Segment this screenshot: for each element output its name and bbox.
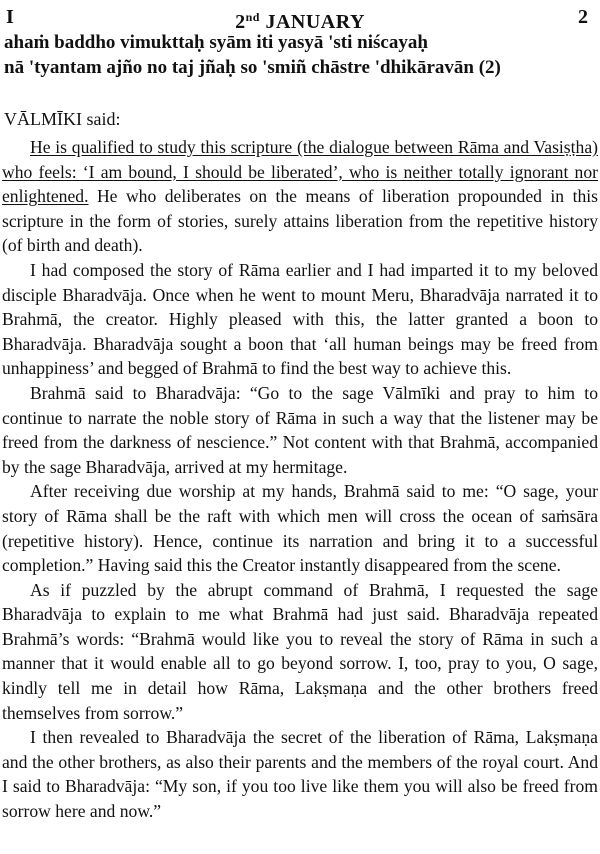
page-number: 2 [578, 6, 588, 28]
paragraph-6: I then revealed to Bharadvāja the secret of the liberation of Rāma, Lakṣmaṇa and the other brothers, as also their parents and the members of the royal court. And I said to Bharadvāja: “My son, if you too live like them you will also be freed from sorrow here and now.” [2, 727, 598, 822]
sanskrit-verse [2, 30, 598, 80]
verse-line-1: ahaṁ baddho vimukttaḥ syām iti yasyā 'sti niścayaḥ [4, 32, 428, 53]
speaker-heading: VĀLMĪKI said: [4, 109, 121, 129]
page-date-title [2, 4, 598, 35]
underlined-passage: He is qualified to study this scripture (the dialogue between Rāma and Vasiṣṭha) who feels: ‘I am bound, I should be liberated’, who is neither totally ignorant nor enlightened. [2, 137, 598, 207]
paragraph-4: After receiving due worship at my hands, Brahmā said to me: “O sage, your story of Rāma shall be the raft with which men will cross the ocean of saṁsāra (repetitive history). Hence, continue its narration and bring it to a successful completion.” Having said this the Creator instantly disappeared from the scene. [2, 481, 598, 576]
verse-line-2: nā 'tyantam ajño no taj jñaḥ so 'smiñ chāstre 'dhikāravān (2) [4, 57, 501, 78]
paragraph-2: I had composed the story of Rāma earlier and I had imparted it to my beloved disciple Bharadvāja. Once when he went to mount Meru, Bharadvāja narrated it to Brahmā, the creator. Highly pleased with this, the latter granted a boon to Bharadvāja. Bharadvāja sought a boon that ‘all human beings may be freed from unhappiness’ and begged of Brahmā to find the best way to achieve this. [2, 259, 598, 379]
date-day: 2 [235, 11, 246, 33]
date-month: JANUARY [265, 11, 365, 33]
running-header [2, 4, 598, 33]
paragraph-1 [2, 135, 598, 258]
paragraph-5: As if puzzled by the abrupt command of Brahmā, I requested the sage Bharadvāja to explain to me what Brahmā had just said. Bharadvāja repeated Brahmā’s words: “Brahmā would like you to reveal the story of Rāma in such a manner that it would enable all to go beyond sorrow. I, too, pray to you, O sage, kindly tell me in detail how Rāma, Lakṣmaṇa and the other brothers freed themselves from sorrow.” [2, 579, 598, 723]
paragraph-1-rest: He who deliberates on the means of liberation propounded in this scripture in the form of stories, surely attains liberation from the repetitive history (of birth and death). [2, 186, 598, 256]
date-suffix: nd [245, 10, 260, 24]
part-numeral: I [6, 6, 14, 28]
paragraph-3: Brahmā said to Bharadvāja: “Go to the sage Vālmīki and pray to him to continue to narrate the noble story of Rāma in such a way that the listener may be freed from the darkness of nescience.” Not content with that Brahmā, accompanied by the sage Bharadvāja, arrived at my hermitage. [2, 382, 598, 477]
body-text [2, 135, 598, 824]
